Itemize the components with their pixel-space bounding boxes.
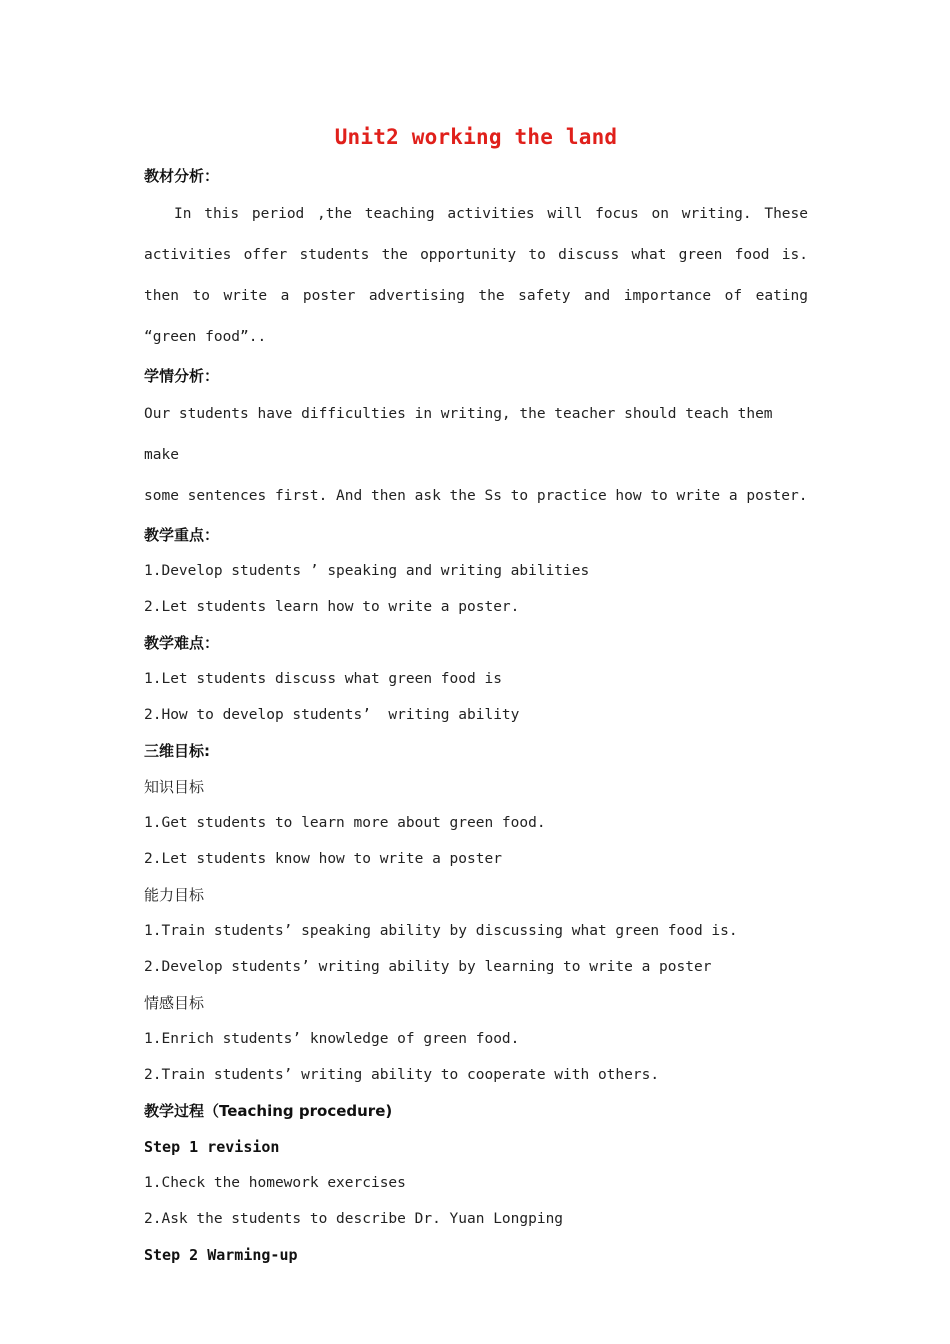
key-point-item: 2.Let students learn how to write a poster.: [144, 599, 520, 615]
ability-objective-item: 2.Develop students’ writing ability by learning to write a poster: [144, 959, 712, 975]
student-analysis-line-1: Our students have difficulties in writing, the teacher should teach them make: [144, 406, 773, 463]
difficult-points-heading: 教学难点：: [144, 634, 220, 652]
ability-objective-item: 1.Train students’ speaking ability by discussing what green food is.: [144, 923, 738, 939]
emotion-objective-label: 情感目标: [144, 994, 205, 1012]
textbook-analysis-body: In this period ,the teaching activities will focus on writing. These activities offer students the opportunity to discuss what green food is. then to write a poster advertising the safety and importance of eating “green food”..: [144, 206, 808, 345]
step-2-heading: Step 2 Warming-up: [144, 1246, 298, 1264]
difficult-point-item: 1.Let students discuss what green food is: [144, 671, 502, 687]
document-title: Unit2 working the land: [334, 125, 618, 149]
document-page: [144, 122, 808, 1273]
knowledge-objective-item: 1.Get students to learn more about green food.: [144, 815, 546, 831]
ability-objective-label: 能力目标: [144, 886, 205, 904]
student-analysis-line-2: some sentences first. And then ask the Ss to practice how to write a poster.: [144, 488, 808, 504]
step-1-heading: Step 1 revision: [144, 1138, 280, 1156]
step-1-item: 2.Ask the students to describe Dr. Yuan Longping: [144, 1211, 564, 1227]
emotion-objective-item: 1.Enrich students’ knowledge of green food.: [144, 1031, 520, 1047]
student-analysis-heading: 学情分析：: [144, 367, 220, 385]
step-1-item: 1.Check the homework exercises: [144, 1175, 406, 1191]
objectives-heading: 三维目标:: [144, 742, 210, 760]
key-point-item: 1.Develop students ’ speaking and writing abilities: [144, 563, 590, 579]
knowledge-objective-item: 2.Let students know how to write a poster: [144, 851, 502, 867]
textbook-analysis-heading: 教材分析：: [144, 167, 220, 185]
procedure-heading: 教学过程（Teaching procedure): [144, 1102, 393, 1120]
difficult-point-item: 2.How to develop students’ writing ability: [144, 707, 520, 723]
key-points-heading: 教学重点：: [144, 526, 220, 544]
emotion-objective-item: 2.Train students’ writing ability to cooperate with others.: [144, 1067, 660, 1083]
knowledge-objective-label: 知识目标: [144, 778, 205, 796]
